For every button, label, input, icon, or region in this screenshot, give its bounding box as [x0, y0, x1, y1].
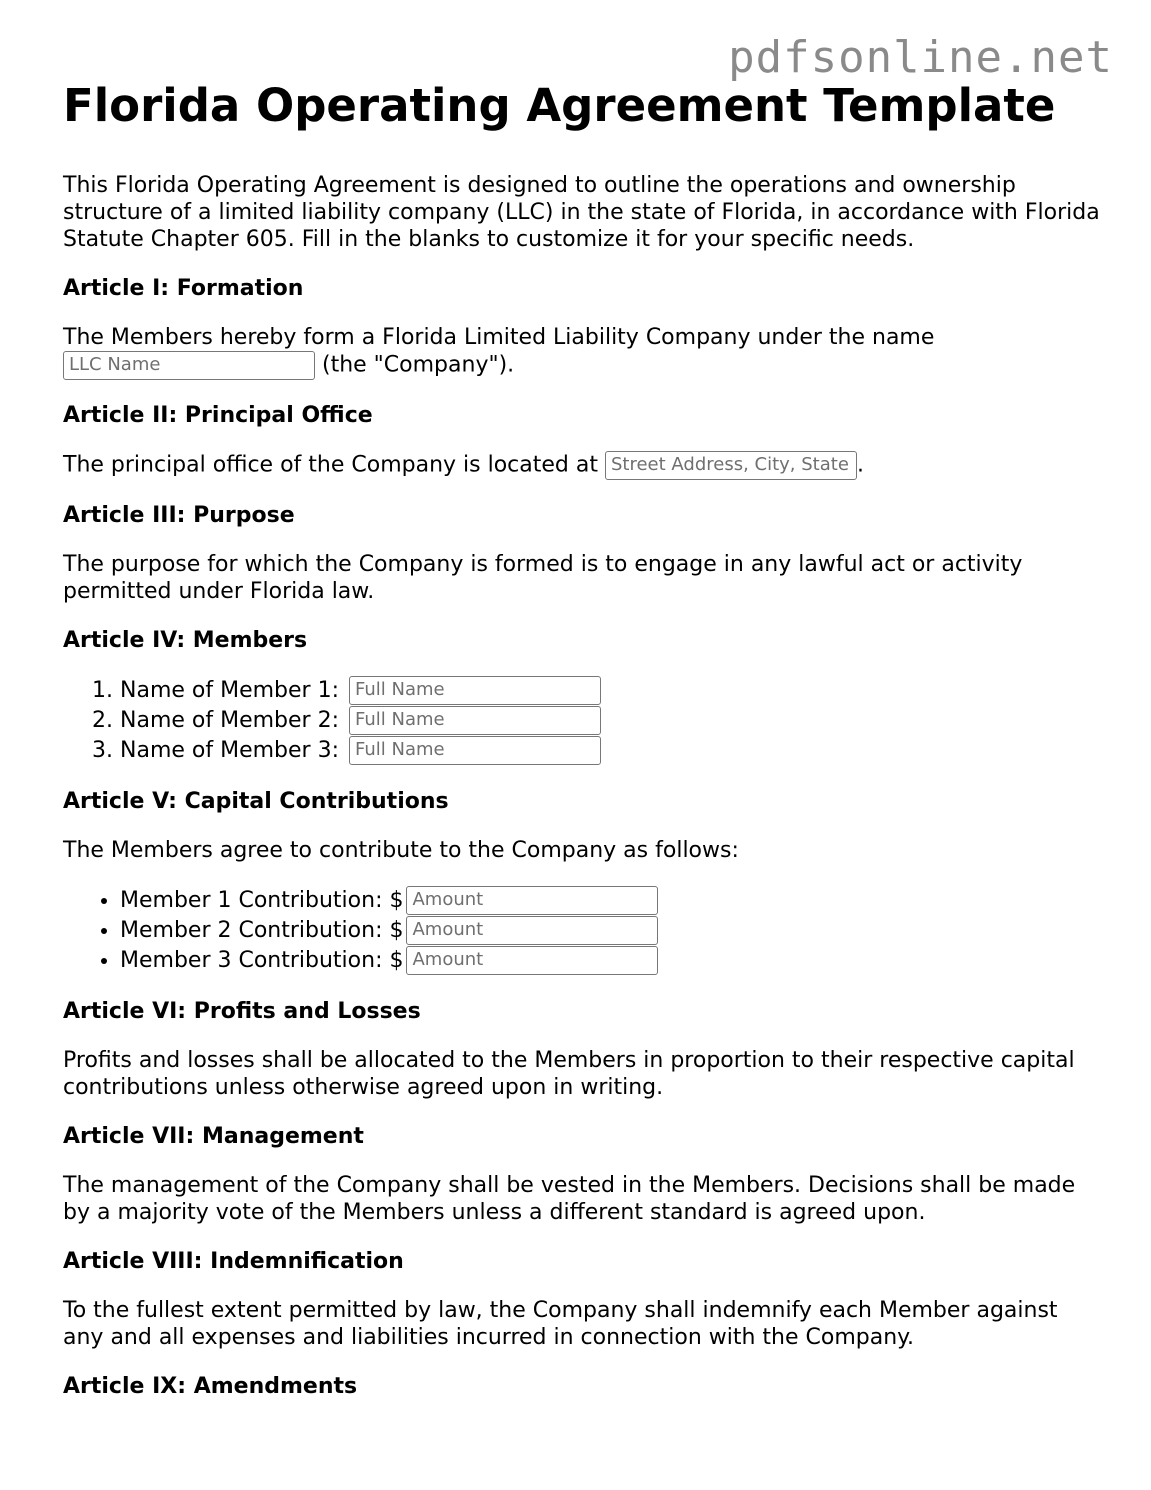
intro-paragraph: This Florida Operating Agreement is designed to outline the operations and ownership structure of a limited liability company (LLC) in the state of Florida, in accordance with Florida Statute Chapter 605. Fill in the blanks to customize it for your specific needs. [63, 172, 1100, 252]
watermark: pdfsonline.net [728, 32, 1113, 83]
article-2-paragraph [63, 451, 1103, 480]
member-2-name-field[interactable]: Full Name [349, 706, 601, 735]
article-5-paragraph: The Members agree to contribute to the Company as follows: [63, 837, 739, 863]
article-6-paragraph: Profits and losses shall be allocated to the Members in proportion to their respective capital contributions unless otherwise agreed upon in writing. [63, 1047, 1075, 1100]
contribution-3-label: Member 3 Contribution: $ [120, 947, 404, 973]
list-item [120, 736, 1103, 766]
article-4-heading: Article IV: Members [63, 627, 308, 653]
members-list [63, 676, 1103, 766]
contribution-2-label: Member 2 Contribution: $ [120, 917, 404, 943]
article-2-heading: Article II: Principal Office [63, 402, 373, 428]
member-1-name-field[interactable]: Full Name [349, 676, 601, 705]
document-page [63, 80, 1103, 1422]
contribution-1-label: Member 1 Contribution: $ [120, 887, 404, 913]
article-7-paragraph: The management of the Company shall be vested in the Members. Decisions shall be made by a majority vote of the Members unless a different standard is agreed upon. [63, 1172, 1076, 1225]
member-3-label: Name of Member 3: [120, 737, 339, 763]
article-6-heading: Article VI: Profits and Losses [63, 998, 421, 1024]
list-item [120, 916, 1103, 946]
list-item [120, 706, 1103, 736]
llc-name-field[interactable]: LLC Name [63, 351, 315, 380]
article-2-text-before: The principal office of the Company is located at [63, 452, 598, 478]
article-1-heading: Article I: Formation [63, 275, 304, 301]
article-3-heading: Article III: Purpose [63, 502, 295, 528]
principal-address-field[interactable]: Street Address, City, State [605, 451, 857, 480]
contribution-2-amount-field[interactable]: Amount [406, 916, 658, 945]
list-item [120, 886, 1103, 916]
article-5-heading: Article V: Capital Contributions [63, 788, 449, 814]
contribution-1-amount-field[interactable]: Amount [406, 886, 658, 915]
contributions-list [63, 886, 1103, 976]
article-7-heading: Article VII: Management [63, 1123, 364, 1149]
list-item [120, 676, 1103, 706]
article-2-text-after: . [856, 452, 864, 478]
contribution-3-amount-field[interactable]: Amount [406, 946, 658, 975]
list-item [120, 946, 1103, 976]
article-1-paragraph [63, 324, 1103, 380]
member-3-name-field[interactable]: Full Name [349, 736, 601, 765]
article-8-heading: Article VIII: Indemnification [63, 1248, 404, 1274]
article-3-paragraph: The purpose for which the Company is formed is to engage in any lawful act or activity permitted under Florida law. [63, 551, 1023, 604]
article-9-heading: Article IX: Amendments [63, 1373, 358, 1399]
document-title: Florida Operating Agreement Template [63, 79, 1056, 132]
member-2-label: Name of Member 2: [120, 707, 339, 733]
article-8-paragraph: To the fullest extent permitted by law, the Company shall indemnify each Member against any and all expenses and liabilities incurred in connection with the Company. [63, 1297, 1058, 1350]
article-1-text-after: (the "Company"). [322, 352, 515, 378]
article-1-text-before: The Members hereby form a Florida Limited Liability Company under the name [63, 324, 935, 350]
member-1-label: Name of Member 1: [120, 677, 339, 703]
